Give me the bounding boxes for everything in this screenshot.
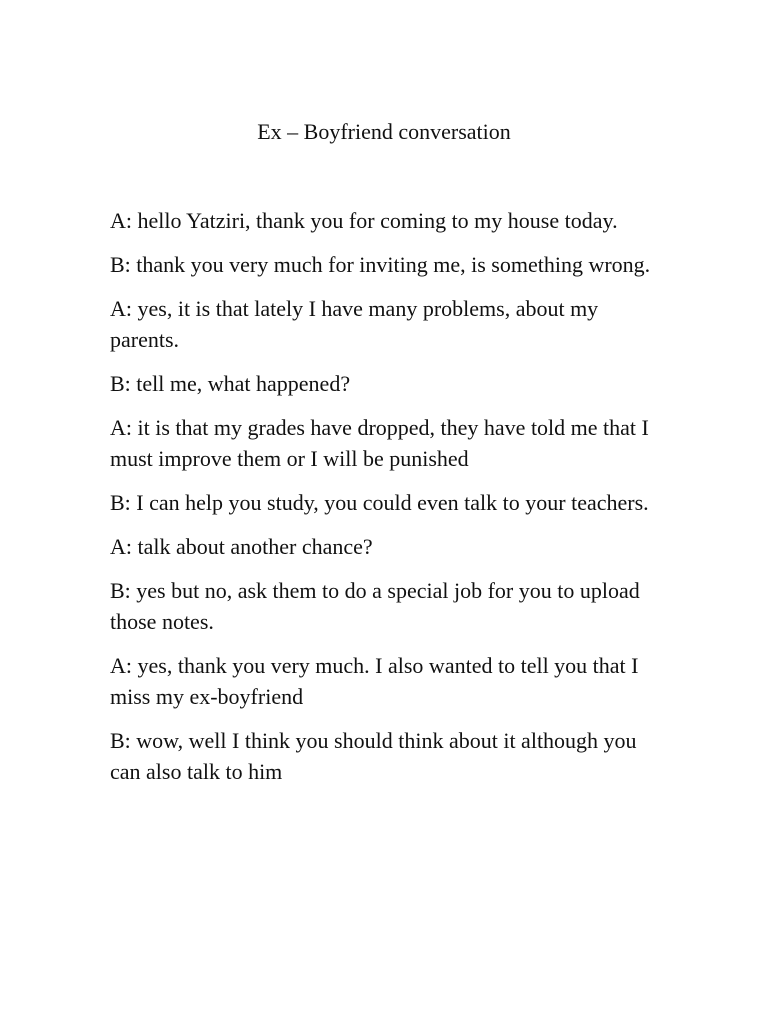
- dialogue-line: A: talk about another chance?: [110, 534, 373, 559]
- document-title: Ex – Boyfriend conversation: [257, 119, 511, 144]
- conversation-body: [110, 205, 670, 800]
- dialogue-line: A: yes, it is that lately I have many problems, about my parents.: [110, 296, 599, 352]
- dialogue-line: B: thank you very much for inviting me, is something wrong.: [110, 252, 651, 277]
- dialogue-line: A: hello Yatziri, thank you for coming to my house today.: [110, 208, 618, 233]
- dialogue-line: B: wow, well I think you should think about it although you can also talk to him: [110, 728, 637, 784]
- dialogue-line: A: it is that my grades have dropped, they have told me that I must improve them or I will be punished: [110, 415, 649, 471]
- dialogue-line: A: yes, thank you very much. I also wanted to tell you that I miss my ex-boyfriend: [110, 653, 639, 709]
- dialogue-line: B: I can help you study, you could even talk to your teachers.: [110, 490, 649, 515]
- dialogue-line: B: tell me, what happened?: [110, 371, 351, 396]
- dialogue-line: B: yes but no, ask them to do a special job for you to upload those notes.: [110, 578, 640, 634]
